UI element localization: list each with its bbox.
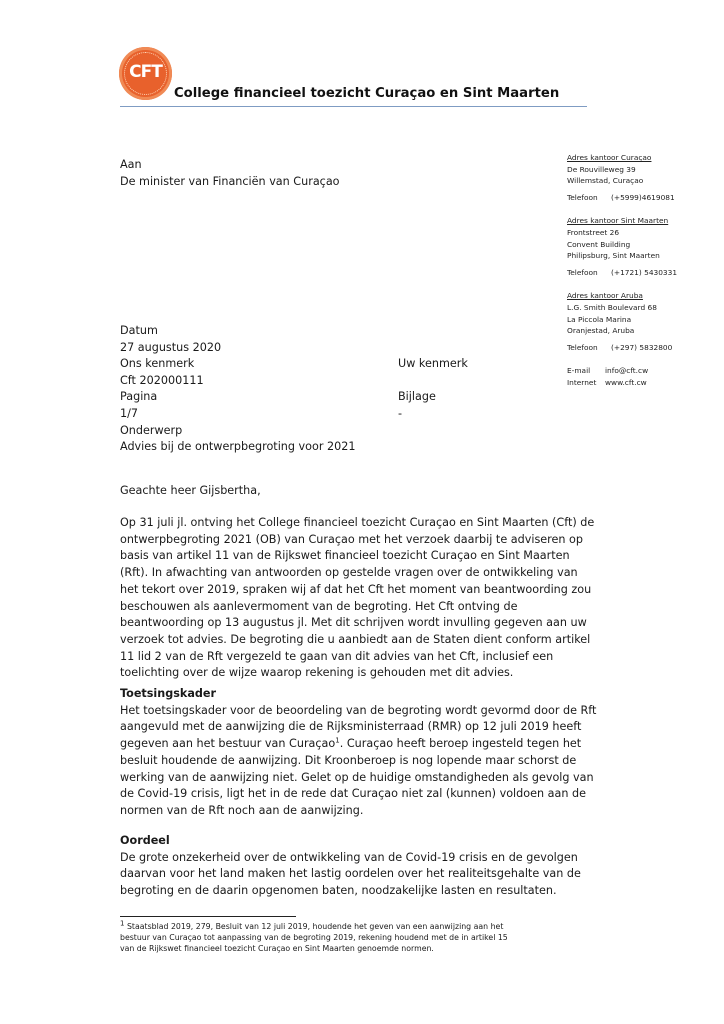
text-line: aangevuld met de aanwijzing die de Rijksministerraad (RMR) op 12 juli 2019 heeft [120,720,582,734]
phone-number: (+5999)4619081 [611,192,675,202]
text-line: de Covid-19 crisis, ligt het in de rede dat Curaçao niet zal (kunnen) voldoen aan de [120,787,586,801]
text-line: bestuur van Curaçao tot aanpassing van de begroting 2019, rekening houdend met de in artikel 15 [120,933,508,942]
attachment-label: Bijlage [398,390,436,404]
footnote-ref[interactable]: 1 [335,736,340,745]
addressee-label: Aan [120,158,142,171]
addressee-block [120,157,340,190]
office-curacao [567,152,717,203]
text-line: Op 31 juli jl. ontving het College financieel toezicht Curaçao en Sint Maarten (Cft) de [120,516,595,529]
text-line: normen van de Rft noch aan de aanwijzing. [120,803,364,817]
salutation: Geachte heer Gijsbertha, [120,484,261,497]
office-line: Oranjestad, Aruba [567,326,635,336]
office-title: Adres kantoor Curaçao [567,153,652,162]
office-sint-maarten [567,215,717,278]
date-value: 27 augustus 2020 [120,340,222,354]
your-ref-block [398,356,468,422]
our-ref-label: Ons kenmerk [120,357,195,371]
website-link[interactable]: www.cft.cw [605,377,647,387]
text-segment: . Curaçao heeft beroep ingesteld tegen het [339,737,582,751]
office-phone [567,192,717,204]
page-value: 1/7 [120,406,139,420]
text-line: basis van artikel 11 van de Rijkswet financieel toezicht Curaçao en Sint Maarten [120,549,570,563]
text-line: werking van de aanwijzing niet. Gelet op de huidige omstandigheden als gevolg van [120,770,594,784]
text-line: van de Rijkswet financieel toezicht Curaçao en Sint Maarten genoemde normen. [120,944,434,953]
attachment-value: - [398,406,403,420]
text-line: toelichting over de wijze waarop rekening is gehouden met dit advies. [120,666,514,680]
contact-info [567,365,717,388]
text-line: ontwerpbegroting 2021 (OB) van Curaçao met het verzoek daarbij te adviseren op [120,532,583,546]
your-ref-label: Uw kenmerk [398,357,468,370]
date-label: Datum [120,324,158,337]
subject-label: Onderwerp [120,423,183,437]
section-oordeel [120,833,620,900]
header-rule [120,106,587,107]
office-line: Frontstreet 26 [567,227,620,237]
office-line: De Rouvilleweg 39 [567,164,636,174]
cft-logo [119,47,172,100]
text-line: daarvan voor het land maken het lastig oordelen over het realiteitsgehalte van de [120,867,581,881]
text-line: Het toetsingskader voor de beoordeling van de begroting wordt gevormd door de Rft [120,703,597,717]
text-line: begroting en de daarin opgenomen baten, noodzakelijke lasten en resultaten. [120,884,557,898]
phone-label: Telefoon [567,342,598,352]
phone-number: (+1721) 5430331 [611,267,678,277]
phone-number: (+297) 5832800 [611,342,673,352]
our-ref-value: Cft 202000111 [120,373,204,387]
text-line: beschouwen als aanlevermoment van de begroting. Het Cft ontving de [120,599,518,613]
office-title: Adres kantoor Sint Maarten [567,216,669,226]
text-segment: gegeven aan het bestuur van Curaçao [120,737,336,751]
office-line: Willemstad, Curaçao [567,176,644,186]
office-title: Adres kantoor Aruba [567,291,643,301]
intro-paragraph [120,515,620,682]
office-line: Philipsburg, Sint Maarten [567,251,660,261]
text-line [120,736,620,753]
text-line: besluit houdende de aanwijzing. Dit Kroonberoep is nog lopende maar schorst de [120,753,577,767]
letter-meta [120,323,356,456]
text-line: het tekort over 2019, spraken wij af dat het Cft het moment van beantwoording zou [120,582,592,596]
text-line [120,921,630,932]
phone-label: Telefoon [567,267,598,277]
office-line: La Piccola Marina [567,314,632,324]
page-label: Pagina [120,390,158,404]
office-phone [567,267,717,279]
subject-value: Advies bij de ontwerpbegroting voor 2021 [120,440,356,454]
office-aruba [567,290,717,353]
text-line: beantwoording op 13 augustus jl. Met dit schrijven wordt invulling gegeven aan uw [120,616,587,630]
footnote-separator [120,916,296,917]
footnote [120,921,630,954]
footnote-marker: 1 [120,919,125,928]
phone-label: Telefoon [567,192,598,202]
office-line: L.G. Smith Boulevard 68 [567,302,657,312]
internet-label: Internet [567,377,597,387]
text-segment: Staatsblad 2019, 279, Besluit van 12 juli 2019, houdende het geven van een aanwijzing aan het [124,922,504,931]
office-phone [567,342,717,354]
section-toetsingskader [120,686,620,820]
addressee-name: De minister van Financiën van Curaçao [120,174,340,188]
email-label: E-mail [567,366,591,376]
section-heading: Oordeel [120,834,170,847]
office-addresses [567,152,717,389]
section-heading: Toetsingskader [120,687,216,700]
text-line: (Rft). In afwachting van antwoorden op gestelde vragen over de ontwikkeling van [120,566,578,580]
office-line: Convent Building [567,239,631,249]
text-line: 11 lid 2 van de Rft vergezeld te gaan van dit advies van het Cft, inclusief een [120,649,554,663]
email-link[interactable]: info@cft.cw [605,366,649,376]
text-line: De grote onzekerheid over de ontwikkeling van de Covid-19 crisis en de gevolgen [120,850,578,864]
text-line: verzoek tot advies. De begroting die u aanbiedt aan de Staten dient conform artikel [120,632,591,646]
logo-text: CFT [129,62,162,82]
organization-name: College financieel toezicht Curaçao en Sint Maarten [174,86,560,101]
